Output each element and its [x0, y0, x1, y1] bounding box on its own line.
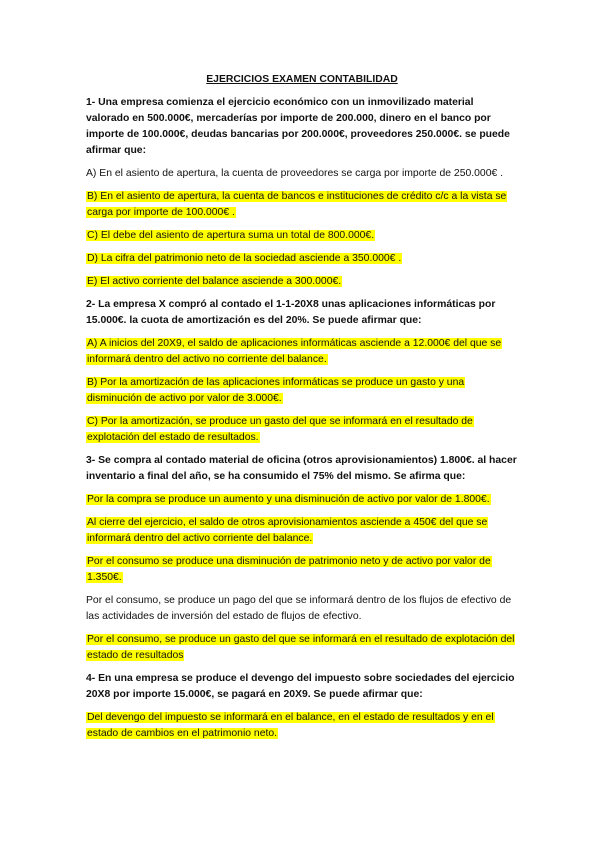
question-3-option-4 [86, 593, 518, 625]
highlighted-option-text: A) A inicios del 20X9, el saldo de aplicaciones informáticas asciende a 12.000€ del que se informará dentro del activo no corriente del balance. [87, 338, 502, 365]
highlighted-option-text: Por el consumo, se produce un gasto del que se informará en el resultado de explotación del estado de resultados [87, 634, 515, 661]
document-body [86, 72, 518, 749]
question-1-option-d [86, 251, 518, 267]
question-4: 4- En una empresa se produce el devengo del impuesto sobre sociedades del ejercicio 20X8 por importe 15.000€, se pagará en 20X9. Se puede afirmar que: [86, 673, 515, 700]
question-4-option-1 [86, 710, 518, 742]
question-1-option-b [86, 189, 518, 221]
question-1-option-a [86, 166, 518, 182]
question-1-option-c [86, 228, 518, 244]
highlighted-option-text: Al cierre del ejercicio, el saldo de otros aprovisionamientos asciende a 450€ del que se informará dentro del activo corriente del balance. [87, 517, 488, 544]
question-3-option-1 [86, 492, 518, 508]
highlighted-option-text: Por el consumo se produce una disminución de patrimonio neto y de activo por valor de 1.350€. [87, 556, 491, 583]
highlighted-option-text: Por la compra se produce un aumento y una disminución de activo por valor de 1.800€. [87, 494, 490, 505]
question-2-option-b [86, 375, 518, 407]
question-3-option-2 [86, 515, 518, 547]
highlighted-option-text: D) La cifra del patrimonio neto de la sociedad asciende a 350.000€ . [87, 253, 402, 264]
document-title: EJERCICIOS EXAMEN CONTABILIDAD [206, 74, 398, 85]
question-1-option-e [86, 274, 518, 290]
question-3: 3- Se compra al contado material de oficina (otros aprovisionamientos) 1.800€. al hacer inventario a final del año, se ha consumido el 75% del mismo. Se afirma que: [86, 455, 517, 482]
highlighted-option-text: Del devengo del impuesto se informará en el balance, en el estado de resultados y en el estado de cambios en el patrimonio neto. [87, 712, 494, 739]
question-3-option-5 [86, 632, 518, 664]
option-text: A) En el asiento de apertura, la cuenta de proveedores se carga por importe de 250.000€ . [86, 168, 504, 179]
question-3-option-3 [86, 554, 518, 586]
highlighted-option-text: C) Por la amortización, se produce un gasto del que se informará en el resultado de explotación del estado de resultados. [87, 416, 473, 443]
highlighted-option-text: B) En el asiento de apertura, la cuenta de bancos e instituciones de crédito c/c a la vista se carga por importe de 100.000€ . [87, 191, 507, 218]
highlighted-option-text: C) El debe del asiento de apertura suma un total de 800.000€. [87, 230, 375, 241]
question-2-option-c [86, 414, 518, 446]
highlighted-option-text: E) El activo corriente del balance asciende a 300.000€. [87, 276, 342, 287]
highlighted-option-text: B) Por la amortización de las aplicaciones informáticas se produce un gasto y una disminución de activo por valor de 3.000€. [87, 377, 465, 404]
question-2-option-a [86, 336, 518, 368]
option-text: Por el consumo, se produce un pago del que se informará dentro de los flujos de efectivo de las actividades de inversión del estado de flujos de efectivo. [86, 595, 512, 622]
question-2: 2- La empresa X compró al contado el 1-1-20X8 unas aplicaciones informáticas por 15.000€. la cuota de amortización es del 20%. Se puede afirmar que: [86, 299, 496, 326]
question-1: 1- Una empresa comienza el ejercicio económico con un inmovilizado material valorado en 500.000€, mercaderías por importe de 200.000, dinero en el banco por importe de 100.000€, deudas bancarias por 200.000€, proveedores 250.000€. se puede afirmar que: [86, 97, 510, 156]
